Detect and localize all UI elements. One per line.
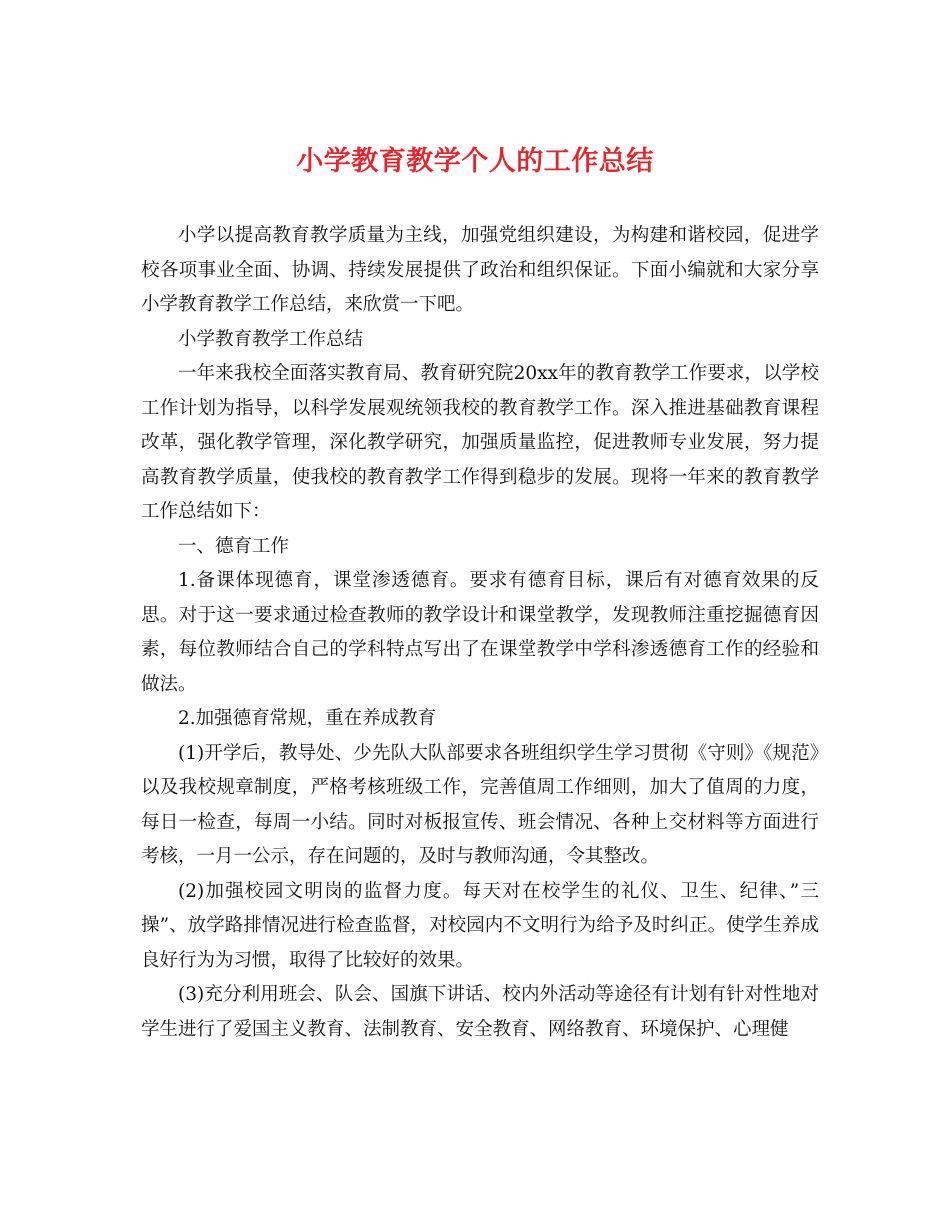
overview-paragraph: 一年来我校全面落实教育局、教育研究院20xx年的教育教学工作要求，以学校工作计划为指导，以科学发展观统领我校的教育教学工作。深入推进基础教育课程改革，强化教学管理，深化教学研究，加强质量监控，促进教师专业发展，努力提高教育教学质量，使我校的教育教学工作得到稳步的发展。现将一年来的教育教学工作总结如下：: [141, 363, 819, 522]
paragraph-subitem-2: (2)加强校园文明岗的监督力度。每天对在校学生的礼仪、卫生、纪律、”三操”、放学路排情况进行检查监督，对校园内不文明行为给予及时纠正。使学生养成良好行为为习惯，取得了比较好的效果。: [141, 880, 819, 971]
section-heading-moral-education: 一、德育工作: [178, 535, 290, 557]
intro-paragraph: 小学以提高教育教学质量为主线，加强党组织建设，为构建和谐校园，促进学校各项事业全面、协调、持续发展提供了政治和组织保证。下面小编就和大家分享小学教育教学工作总结，来欣赏一下吧。: [141, 225, 819, 315]
paragraph-item-2: 2.加强德育常规，重在养成教育: [178, 708, 437, 729]
document-body: [141, 219, 819, 1047]
paragraph-item-1: 1.备课体现德育，课堂渗透德育。要求有德育目标，课后有对德育效果的反思。对于这一要求通过检查教师的教学设计和课堂教学，发现教师注重挖掘德育因素，每位教师结合自己的学科特点写出了在课堂教学中学科渗透德育工作的经验和做法。: [141, 570, 819, 695]
section-subtitle: 小学教育教学工作总结: [178, 328, 364, 350]
paragraph-subitem-1: (1)开学后，教导处、少先队大队部要求各班组织学生学习贯彻《守则》《规范》以及我校规章制度，严格考核班级工作，完善值周工作细则，加大了值周的力度，每日一检查，每周一小结。同时对板报宣传、班会情况、各种上交材料等方面进行考核，一月一公示，存在问题的，及时与教师沟通，令其整改。: [141, 742, 819, 867]
paragraph-subitem-3: (3)充分利用班会、队会、国旗下讲话、校内外活动等途径有计划有针对性地对学生进行了爱国主义教育、法制教育、安全教育、网络教育、环境保护、心理健: [141, 984, 819, 1040]
document-title: 小学教育教学个人的工作总结: [296, 146, 654, 177]
